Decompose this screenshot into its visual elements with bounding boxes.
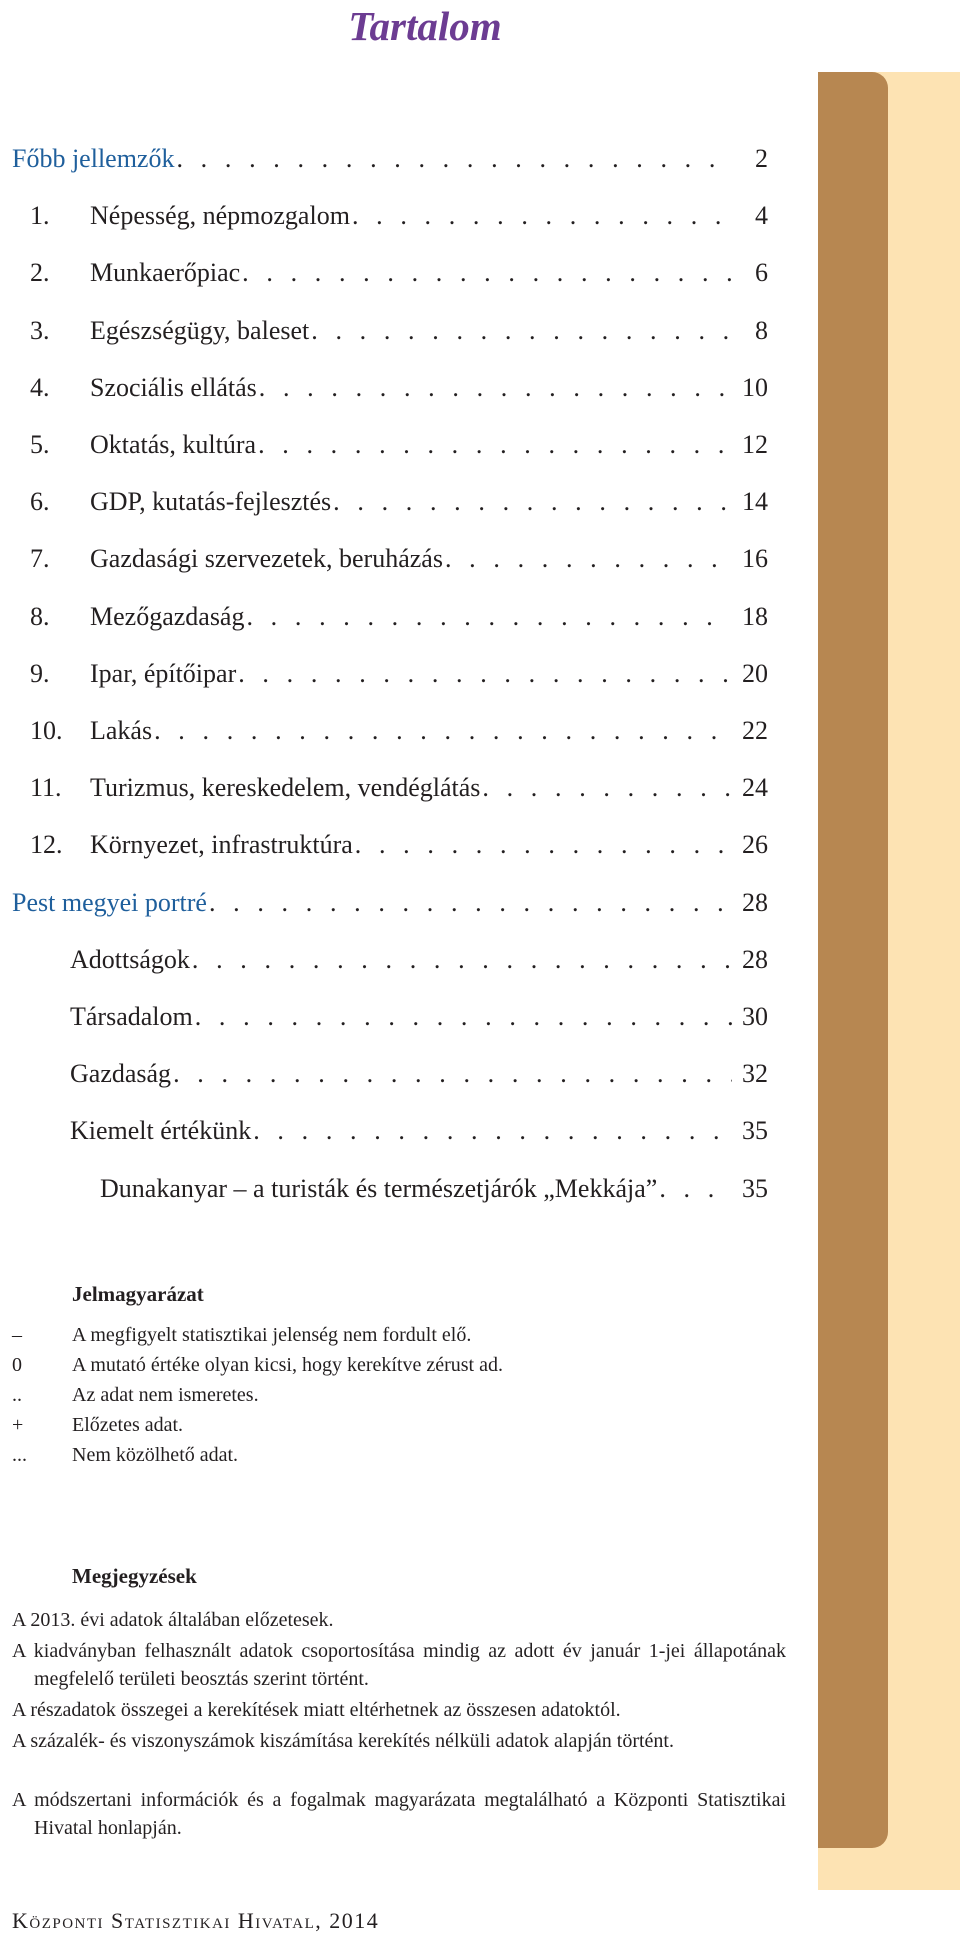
toc-entry-number: 12. xyxy=(30,830,63,860)
toc-dot-leader xyxy=(258,430,732,460)
legend-text: A megfigyelt statisztikai jelenség nem fordult elő. xyxy=(72,1324,472,1346)
toc-entry[interactable] xyxy=(12,487,768,531)
toc-entry-label xyxy=(30,830,353,860)
toc-entry-number: 5. xyxy=(30,430,50,459)
toc-page-number: 18 xyxy=(742,601,768,631)
toc-page-number: 20 xyxy=(742,658,768,688)
toc-entry-number: 4. xyxy=(30,372,50,402)
toc-entry-label xyxy=(30,201,350,231)
toc-dot-leader xyxy=(173,1059,732,1089)
legend-text: Előzetes adat. xyxy=(72,1414,184,1436)
toc-page-number: 28 xyxy=(742,944,768,974)
toc-dot-leader xyxy=(176,144,732,174)
toc-page-number: 14 xyxy=(742,487,768,517)
toc-entry-label xyxy=(30,316,309,346)
toc-page-number: 26 xyxy=(742,830,768,860)
toc-entry-text: Szociális ellátás xyxy=(90,372,257,402)
toc-dot-leader xyxy=(482,773,732,803)
toc-entry-label xyxy=(30,716,152,746)
toc-entry[interactable] xyxy=(12,602,768,646)
toc-page-number: 6 xyxy=(755,258,768,288)
toc-page-number: 16 xyxy=(742,544,768,574)
note-item: A százalék- és viszonyszámok kiszámítása kerekítés nélküli adatok alapján történt. xyxy=(12,1730,674,1752)
toc-dot-leader xyxy=(253,1116,732,1146)
legend-symbol: + xyxy=(12,1414,24,1436)
toc-entry-text: Kiemelt értékünk xyxy=(70,1116,252,1146)
legend-symbol: – xyxy=(12,1324,22,1346)
toc-entry-text: Gazdasági szervezetek, beruházás xyxy=(90,544,443,574)
toc-entry[interactable] xyxy=(12,716,768,760)
toc-entry[interactable] xyxy=(12,1174,768,1218)
toc-dot-leader xyxy=(195,1002,732,1032)
publisher-footer: Központi Statisztikai Hivatal, 2014 xyxy=(12,1908,380,1933)
toc-entry[interactable] xyxy=(12,373,768,417)
toc-entry-label xyxy=(30,487,331,517)
toc-entry-text: Pest megyei portré xyxy=(12,887,207,917)
toc-entry-number: 1. xyxy=(30,201,50,231)
toc-entry-label xyxy=(100,1174,657,1204)
toc-entry-label xyxy=(70,1002,193,1032)
toc-dot-leader xyxy=(238,659,732,689)
toc-entry-label xyxy=(70,1059,171,1089)
toc-page-number: 10 xyxy=(742,372,768,402)
toc-entry[interactable] xyxy=(12,773,768,817)
note-item: A részadatok összegei a kerekítések miatt eltérhetnek az összesen adatoktól. xyxy=(12,1699,621,1721)
toc-page-number: 28 xyxy=(742,887,768,917)
toc-entry-label xyxy=(30,602,244,632)
toc-entry[interactable] xyxy=(12,1116,768,1160)
toc-entry-number: 9. xyxy=(30,658,50,688)
toc-entry-text: Munkaerőpiac xyxy=(90,258,241,288)
toc-entry-text: Népesség, népmozgalom xyxy=(90,201,350,231)
toc-entry-text: Egészségügy, baleset xyxy=(90,315,310,345)
toc-entry-text: Turizmus, kereskedelem, vendéglátás xyxy=(90,773,481,803)
toc-dot-leader xyxy=(259,373,732,403)
toc-entry-label xyxy=(12,144,174,174)
toc-dot-leader xyxy=(445,544,732,574)
toc-dot-leader xyxy=(311,316,732,346)
toc-entry[interactable] xyxy=(12,144,768,188)
toc-entry-number: 3. xyxy=(30,315,50,345)
toc-entry-text: Mezőgazdaság xyxy=(90,601,245,631)
note-item: A kiadványban felhasznált adatok csoportosítása mindig az adott év január 1-jei állapotának megfelelő területi beosztás szerint történt. xyxy=(12,1640,786,1690)
toc-entry-label xyxy=(30,430,256,460)
toc-entry[interactable] xyxy=(12,830,768,874)
toc-entry[interactable] xyxy=(12,945,768,989)
toc-page-number: 12 xyxy=(742,430,768,459)
toc-entry[interactable] xyxy=(12,544,768,588)
toc-entry-text: Társadalom xyxy=(70,1002,193,1031)
toc-entry[interactable] xyxy=(12,888,768,932)
toc-entry[interactable] xyxy=(12,1059,768,1103)
toc-entry-text: Adottságok xyxy=(70,944,190,974)
toc-page-number: 22 xyxy=(742,716,768,745)
toc-page-number: 32 xyxy=(742,1059,768,1089)
note-item: A módszertani információk és a fogalmak magyarázata megtalálható a Központi Statisztikai Hivatal honlapján. xyxy=(12,1789,786,1839)
toc-entry[interactable] xyxy=(12,258,768,302)
toc-entry-number: 7. xyxy=(30,544,50,574)
toc-entry-text: Oktatás, kultúra xyxy=(90,430,257,459)
toc-entry[interactable] xyxy=(12,430,768,474)
toc-entry-text: Főbb jellemzők xyxy=(12,144,175,173)
legend-symbol: 0 xyxy=(12,1354,22,1376)
legend-heading: Jelmagyarázat xyxy=(72,1282,204,1306)
toc-entry-number: 11. xyxy=(30,773,62,803)
toc-dot-leader xyxy=(154,716,732,746)
toc-entry-text: GDP, kutatás-fejlesztés xyxy=(90,487,332,517)
toc-page-number: 35 xyxy=(742,1173,768,1203)
page-title: Tartalom xyxy=(348,3,502,49)
toc-entry-text: Környezet, infrastruktúra xyxy=(90,830,353,860)
toc-dot-leader xyxy=(246,602,732,632)
legend-text: Az adat nem ismeretes. xyxy=(72,1384,259,1406)
toc-page-number: 24 xyxy=(742,773,768,803)
toc-dot-leader xyxy=(355,830,732,860)
toc-entry-label xyxy=(30,659,236,689)
toc-page-number: 2 xyxy=(755,144,768,173)
toc-entry-label xyxy=(30,373,257,403)
note-item: A 2013. évi adatok általában előzetesek. xyxy=(12,1609,334,1631)
legend-text: A mutató értéke olyan kicsi, hogy kerekítve zérust ad. xyxy=(72,1354,503,1376)
toc-entry-number: 10. xyxy=(30,716,63,745)
toc-dot-leader xyxy=(333,487,732,517)
toc-entry-text: Gazdaság xyxy=(70,1059,172,1089)
toc-entry-label xyxy=(30,258,240,288)
toc-page-number: 35 xyxy=(742,1116,768,1146)
notes-heading: Megjegyzések xyxy=(72,1564,197,1588)
legend-symbol: .. xyxy=(12,1384,22,1406)
toc-entry[interactable] xyxy=(12,659,768,703)
toc-dot-leader xyxy=(242,258,732,288)
toc-page-number: 4 xyxy=(755,201,768,231)
toc-entry-label xyxy=(70,945,190,975)
toc-dot-leader xyxy=(659,1174,732,1204)
toc-entry-label xyxy=(30,544,443,574)
legend-symbol: ... xyxy=(12,1444,27,1466)
toc-dot-leader xyxy=(192,945,732,975)
toc-dot-leader xyxy=(209,888,732,918)
toc-entry-label xyxy=(30,773,480,803)
toc-entry[interactable] xyxy=(12,201,768,245)
toc-entry-number: 2. xyxy=(30,258,50,288)
legend-text: Nem közölhető adat. xyxy=(72,1444,239,1466)
toc-entry-number: 8. xyxy=(30,601,50,631)
toc-entry[interactable] xyxy=(12,1002,768,1046)
toc-entry-text: Dunakanyar – a turisták és természetjárók „Mekkája” xyxy=(100,1173,658,1203)
toc-dot-leader xyxy=(352,201,732,231)
toc-entry-label xyxy=(12,888,207,918)
toc-entry-text: Ipar, építőipar xyxy=(90,658,237,688)
toc-page-number: 8 xyxy=(755,315,768,345)
toc-entry-number: 6. xyxy=(30,487,50,517)
toc-entry-text: Lakás xyxy=(90,716,153,745)
toc-entry-label xyxy=(70,1116,251,1146)
toc-page-number: 30 xyxy=(742,1002,768,1031)
side-band-brown xyxy=(818,72,888,1848)
toc-entry[interactable] xyxy=(12,316,768,360)
